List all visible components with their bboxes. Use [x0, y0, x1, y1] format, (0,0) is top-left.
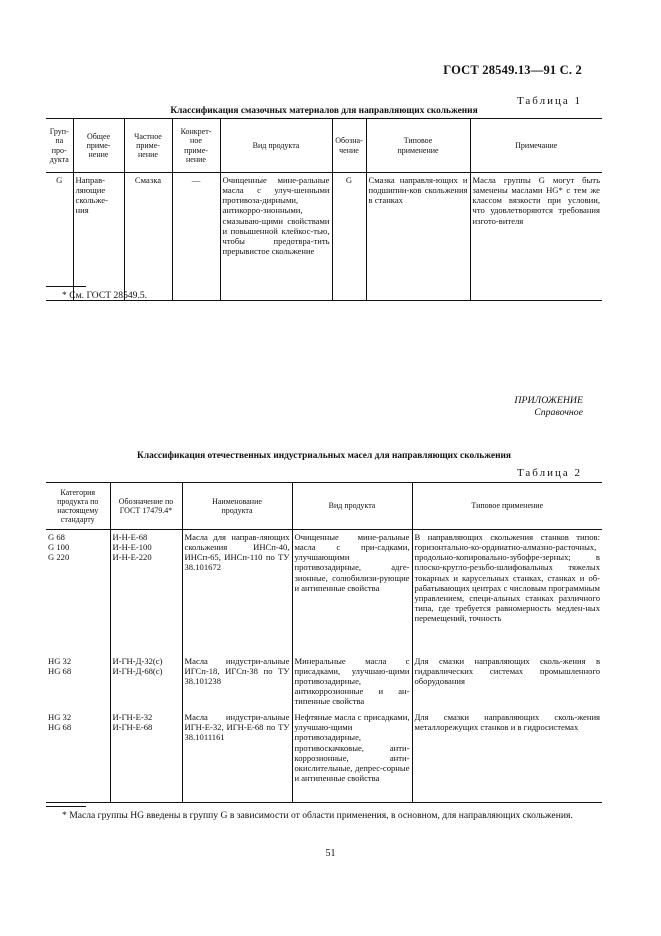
table-row — [46, 710, 602, 802]
table2-col-category: Категория продукта по настоящему стандарту — [46, 483, 110, 530]
appendix-title: ПРИЛОЖЕНИЕ — [514, 395, 583, 406]
table2-cell-usage: В направляющих скольжения станков типов: горизонтально-ко-ординатно-алмазно-расточных, продольно-копировально-зубофре-зерных; в плоско-кругло-резьбо-шлифовальных тяжелых токарных и карусельных станках, станках и об-рабатывающих центрах с числовым программным управлением, специ-альных станках различного типа, где требуется равномерность медлен-ных перемещений, точность — [412, 530, 602, 654]
appendix-subtitle: Справочное — [534, 406, 583, 418]
table1-header-row — [46, 119, 602, 173]
table1-cell-specific: — — [172, 173, 220, 301]
table2-col-name: Наименование продукта — [182, 483, 292, 530]
table1-cell-note: Масла группы G могут быть заменены маслами HG* с тем же классом вязкости при условии, что удовлетворяются требования изгото-вителя — [470, 173, 602, 301]
table2-cell-designation: И-ГН-Е-32 И-ГН-Е-68 — [110, 710, 182, 802]
table1-footnote-rule — [46, 286, 86, 287]
table-row — [46, 654, 602, 711]
table2-cell-name: Масла индустри-альные ИГСп-18, ИГСп-38 по ТУ 38.101238 — [182, 654, 292, 711]
table2-cell-product: Нефтяные масла с присадками, улучшаю-щими противозадирные, противоскачковые, анти-коррозионные, анти-окислительные, депрес-сорные и антипенные свойства — [292, 710, 412, 802]
table2-cell-designation: И-ГН-Д-32(с) И-ГН-Д-68(с) — [110, 654, 182, 711]
table2-cell-name: Масла для направ-ляющих скольжения ИНСп-40, ИНСп-65, ИНСп-110 по ТУ 38.101672 — [182, 530, 292, 654]
table1-caption: Классификация смазочных материалов для направляющих скольжения — [170, 106, 478, 116]
table2 — [46, 482, 602, 803]
table1 — [46, 118, 602, 301]
table2-cell-category: HG 32 HG 68 — [48, 655, 72, 676]
table2-footnote: * Масла группы HG введены в группу G в зависимости от области применения, в основном, для направляющих скольжения. — [62, 810, 573, 821]
table1-col-product: Вид продукта — [220, 119, 332, 173]
table1-col-general: Общее приме- нение — [73, 119, 124, 173]
table2-cell-category: G 68 G 100 G 220 — [48, 532, 70, 563]
table2-header-row — [46, 483, 602, 530]
table1-cell-group: G — [56, 175, 63, 185]
appendix-heading — [514, 395, 583, 418]
table1-cell-typical: Смазка направля-ющих и подшипни-ков скольжения в станках — [366, 173, 470, 301]
table1-cell-particular: Смазка — [124, 173, 172, 301]
table-row — [46, 530, 602, 654]
document-header: ГОСТ 28549.13—91 С. 2 — [443, 63, 582, 77]
table1-col-specific: Конкрет- ное приме- нение — [172, 119, 220, 173]
table2-cell-usage: Для смазки направляющих сколь-жения металлорежущих станков и в гидросистемах — [412, 710, 602, 802]
table1-cell-symbol: G — [332, 173, 366, 301]
table1-cell-general: Направ- ляющие скольже- ния — [73, 173, 124, 301]
table1-col-typical: Типовое применение — [366, 119, 470, 173]
table-row — [46, 173, 602, 301]
table2-cell-designation: И-Н-Е-68 И-Н-Е-100 И-Н-Е-220 — [110, 530, 182, 654]
table2-cell-usage: Для смазки направляющих сколь-жения в гидравлических системах промышленного оборудования — [412, 654, 602, 711]
table2-col-usage: Типовое применение — [412, 483, 602, 530]
table1-col-particular: Частное приме- нение — [124, 119, 172, 173]
table1-cell-product: Очищенные мине-ральные масла с улуч-шенными противоза-дирными, антикорро-зионными, смазываю-щими свойствами и повышенной клейкос-тью, чтобы предотвра-тить прерывистое скольжение — [220, 173, 332, 301]
table2-cell-product: Минеральные масла с присадками, улучшаю-щими противозадирные, антикоррозионные и ан-типенные свойства — [292, 654, 412, 711]
table1-col-symbol: Обозна- чение — [332, 119, 366, 173]
table1-label: Таблица 1 — [516, 95, 582, 107]
table2-cell-category: HG 32 HG 68 — [48, 712, 72, 733]
table2-col-product: Вид продукта — [292, 483, 412, 530]
table2-footnote-rule — [46, 806, 86, 807]
table1-col-group: Груп- па про- дукта — [46, 119, 73, 173]
table2-label: Таблица 2 — [516, 467, 582, 479]
table2-cell-product: Очищенные мине-ральные масла с при-садками, улучшающими противозадирные, адге-зионные, солюбилизи-рующие и антипенные свойства — [292, 530, 412, 654]
table1-col-note: Примечание — [470, 119, 602, 173]
table1-footnote: * См. ГОСТ 28549.5. — [62, 290, 148, 301]
table2-cell-name: Масла индустри-альные ИГН-Е-32, ИГН-Е-68 по ТУ 38.1011161 — [182, 710, 292, 802]
table2-col-designation: Обозначение по ГОСТ 17479.4* — [110, 483, 182, 530]
page-number: 51 — [325, 848, 336, 859]
table2-caption: Классификация отечественных индустриальных масел для направляющих скольжения — [137, 451, 511, 461]
